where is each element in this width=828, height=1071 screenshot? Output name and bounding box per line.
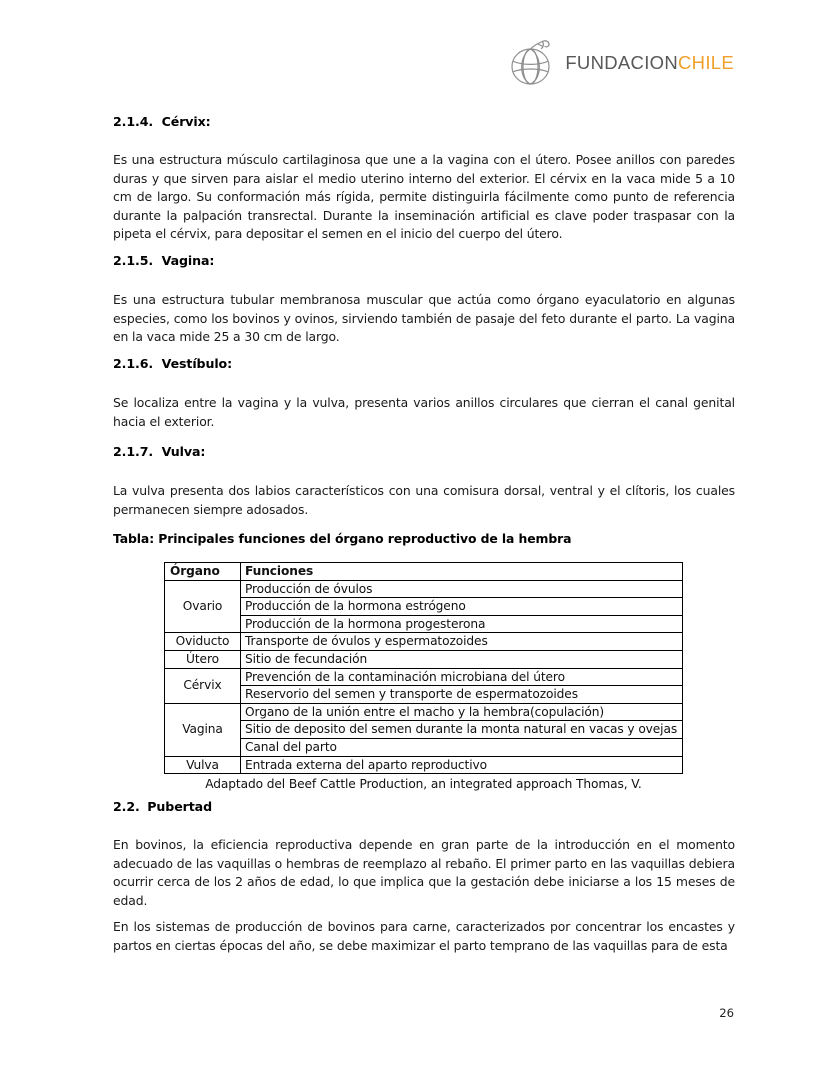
cell-function: Producción de óvulos (241, 580, 683, 598)
table-row (165, 738, 683, 756)
table-caption-text: Tabla: Principales funciones del órgano reproductivo de la hembra (113, 531, 572, 546)
section-body-cervix (113, 151, 735, 244)
heading-text: 2.1.4. Cérvix: (113, 114, 211, 129)
cell-function: Canal del parto (241, 738, 683, 756)
cell-organ: Vagina (165, 703, 241, 756)
cell-organ: Ovario (165, 580, 241, 633)
table-caption (113, 531, 735, 546)
cell-function: Entrada externa del aparto reproductivo (241, 756, 683, 774)
cell-organ: Vulva (165, 756, 241, 774)
paragraph-text: En bovinos, la eficiencia reproductiva depende en gran parte de la introducción en el momento adecuado de las vaquillas o hembras de reemplazo al rebaño. El primer parto en las vaquillas debiera ocurrir cerca de los 2 años de edad, lo que implica que la gestación debe iniciarse a los 15 meses de edad. (113, 837, 735, 908)
section-heading-pubertad (113, 799, 735, 814)
column-header-funciones: Funciones (241, 563, 683, 581)
table-row (165, 668, 683, 686)
cell-function: Prevención de la contaminación microbiana del útero (241, 668, 683, 686)
cell-organ: Cérvix (165, 668, 241, 703)
page-number: 26 (719, 1006, 734, 1020)
cell-function: Organo de la unión entre el macho y la hembra(copulación) (241, 703, 683, 721)
table-row (165, 756, 683, 774)
table-row (165, 703, 683, 721)
table-row (165, 650, 683, 668)
logo-text-fundacion: FUNDACION (565, 51, 678, 73)
cell-function: Producción de la hormona progesterona (241, 615, 683, 633)
paragraph-text: Es una estructura tubular membranosa muscular que actúa como órgano eyaculatorio en algunas especies, como los bovinos y ovinos, sirviendo también de pasaje del feto durante el parto. La vagina en la vaca mide 25 a 30 cm de largo. (113, 292, 735, 345)
globe-logo-icon (507, 38, 559, 88)
heading-text: 2.1.5. Vagina: (113, 253, 215, 268)
paragraph-text: Es una estructura músculo cartilaginosa que une a la vagina con el útero. Posee anillos con paredes duras y que sirven para aislar el medio uterino interno del exterior. El cérvix en la vaca mide 5 a 10 cm de largo. Su conformación más rígida, permite distinguirla fácilmente como punto de referencia durante la palpación transrectal. Durante la inseminación artificial es clave poder traspasar con la pipeta el cérvix, para depositar el semen en el inicio del cuerpo del útero. (113, 152, 735, 242)
section-body-pubertad (113, 836, 735, 910)
table-header-row (165, 563, 683, 581)
table-row (165, 721, 683, 739)
paragraph-text: En los sistemas de producción de bovinos para carne, caracterizados por concentrar los encastes y partos en ciertas épocas del año, se debe maximizar el parto temprano de las vaquillas para de esta (113, 919, 735, 953)
table-row (165, 615, 683, 633)
section-body-vestibulo (113, 394, 735, 431)
paragraph-text: Se localiza entre la vagina y la vulva, presenta varios anillos circulares que cierran el canal genital hacia el exterior. (113, 395, 735, 429)
table-row (165, 686, 683, 704)
cell-function: Reservorio del semen y transporte de espermatozoides (241, 686, 683, 704)
cell-organ: Útero (165, 650, 241, 668)
section-heading-vagina (113, 253, 735, 268)
table-source-note: Adaptado del Beef Cattle Production, an integrated approach Thomas, V. (205, 777, 642, 792)
paragraph-text: La vulva presenta dos labios característicos con una comisura dorsal, ventral y el clítoris, los cuales permanecen siempre adosados. (113, 483, 735, 517)
table-row (165, 580, 683, 598)
table-row (165, 598, 683, 616)
cell-function: Transporte de óvulos y espermatozoides (241, 633, 683, 651)
cell-function: Sitio de fecundación (241, 650, 683, 668)
logo-text-chile: CHILE (678, 51, 734, 73)
section-heading-vulva (113, 444, 735, 459)
cell-function: Sitio de deposito del semen durante la monta natural en vacas y ovejas (241, 721, 683, 739)
section-heading-cervix (113, 114, 735, 129)
column-header-organ: Órgano (165, 563, 241, 581)
document-header (507, 38, 734, 88)
table-body (165, 580, 683, 774)
repro-functions-table (164, 562, 683, 774)
section-body-pubertad-continued (113, 918, 735, 955)
heading-text: 2.2. Pubertad (113, 799, 212, 814)
section-body-vagina (113, 291, 735, 347)
section-heading-vestibulo (113, 356, 735, 371)
repro-table-wrapper (164, 562, 683, 791)
cell-organ: Oviducto (165, 633, 241, 651)
logo-wordmark (565, 51, 734, 73)
table-row (165, 633, 683, 651)
heading-text: 2.1.7. Vulva: (113, 444, 206, 459)
section-body-vulva (113, 482, 735, 519)
cell-function: Producción de la hormona estrógeno (241, 598, 683, 616)
table-head (165, 563, 683, 581)
heading-text: 2.1.6. Vestíbulo: (113, 356, 233, 371)
